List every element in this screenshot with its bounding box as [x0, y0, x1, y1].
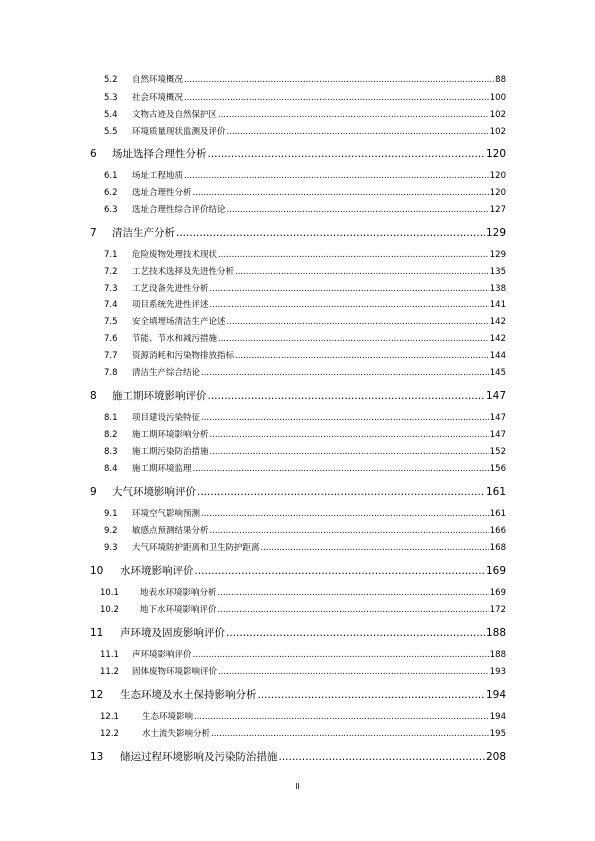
toc-chapter-page: 188	[485, 627, 506, 639]
toc-chapter-number: 9	[90, 486, 97, 498]
dot-leader	[184, 93, 489, 103]
toc-entry-number: 9.3	[104, 543, 118, 553]
toc-entry[interactable]	[104, 298, 506, 310]
toc-chapter-title: 水环境影响评价	[120, 565, 194, 577]
toc-entry-page: 166	[489, 526, 506, 536]
toc-chapter[interactable]	[90, 563, 506, 578]
dot-leader	[210, 526, 489, 536]
toc-entry[interactable]	[104, 445, 506, 457]
toc-entry-title: 清洁生产综合结论	[132, 368, 201, 378]
toc-entry-page: 156	[489, 464, 506, 474]
dot-leader	[235, 267, 489, 277]
toc-entry[interactable]	[104, 248, 506, 260]
toc-entry-number: 6.1	[104, 171, 118, 181]
toc-entry-number: 7.7	[104, 351, 118, 361]
dot-leader	[184, 75, 494, 85]
dot-leader	[201, 509, 489, 519]
toc-chapter-page: 161	[485, 486, 506, 498]
dot-leader	[261, 543, 489, 553]
dot-leader	[218, 250, 489, 260]
toc-entry-page: 194	[489, 712, 506, 722]
dot-leader	[227, 317, 489, 327]
toc-entry-page: 169	[489, 588, 506, 598]
toc-entry[interactable]	[104, 282, 506, 294]
toc-entry-page: 138	[489, 284, 506, 294]
toc-entry-number: 8.3	[104, 447, 118, 457]
toc-entry-number: 8.1	[104, 413, 118, 423]
toc-entry-page: 147	[489, 430, 506, 440]
toc-entry-page: 120	[489, 188, 506, 198]
toc-entry[interactable]	[100, 710, 506, 722]
toc-entry[interactable]	[104, 541, 506, 553]
dot-leader	[210, 447, 489, 457]
toc-entry-number: 5.5	[104, 127, 118, 137]
toc-entry-title: 地表水环境影响分析	[140, 588, 217, 598]
toc-entry-title: 选址合理性分析	[132, 188, 192, 198]
toc-entry[interactable]	[100, 586, 506, 598]
dot-leader	[210, 284, 489, 294]
toc-entry-page: 102	[489, 127, 506, 137]
toc-entry-number: 7.3	[104, 284, 118, 294]
toc-entry[interactable]	[104, 462, 506, 474]
toc-entry-title: 安全填埋场清洁生产论述	[132, 317, 226, 327]
dot-leader	[184, 171, 489, 181]
toc-entry-title: 敏感点预测结果分析	[132, 526, 209, 536]
toc-entry-number: 12.1	[100, 712, 119, 722]
toc-entry[interactable]	[100, 727, 506, 739]
toc-entry-page: 129	[489, 250, 506, 260]
toc-chapter-page: 120	[485, 148, 506, 160]
dot-leader	[218, 667, 489, 677]
dot-leader	[201, 368, 489, 378]
toc-entry-page: 172	[489, 605, 506, 615]
toc-entry-page: 193	[489, 667, 506, 677]
toc-chapter-number: 7	[90, 227, 97, 239]
toc-entry-number: 10.1	[100, 588, 119, 598]
toc-entry-title: 施工期环境影响分析	[132, 430, 209, 440]
dot-leader	[210, 430, 489, 440]
toc-entry[interactable]	[104, 507, 506, 519]
toc-entry-number: 9.1	[104, 509, 118, 519]
toc-entry-title: 生态环境影响	[142, 712, 194, 722]
toc-entry[interactable]	[104, 366, 506, 378]
dot-leader	[194, 712, 489, 722]
toc-chapter-page: 129	[485, 227, 506, 239]
toc-entry-page: 188	[489, 650, 506, 660]
toc-entry-page: 161	[489, 509, 506, 519]
toc-chapter-number: 13	[90, 751, 104, 763]
toc-entry-number: 7.5	[104, 317, 118, 327]
toc-chapter-title: 场址选择合理性分析	[112, 148, 207, 160]
toc-entry-title: 节能、节水和减污措施	[132, 334, 218, 344]
dot-leader	[227, 127, 489, 137]
toc-entry-number: 5.4	[104, 110, 118, 120]
toc-entry-title: 工艺技术选择及先进性分析	[132, 267, 235, 277]
toc-chapter-page: 208	[485, 751, 506, 763]
dot-leader	[195, 565, 485, 577]
toc-entry-page: 144	[489, 351, 506, 361]
toc-entry[interactable]	[104, 428, 506, 440]
toc-entry-number: 7.1	[104, 250, 118, 260]
toc-chapter-number: 12	[90, 689, 104, 701]
toc-entry-page: 88	[495, 75, 506, 85]
toc-entry[interactable]	[100, 665, 506, 677]
toc-chapter-title: 大气环境影响评价	[112, 486, 196, 498]
dot-leader	[208, 390, 485, 402]
toc-entry-title: 环境质量现状监测及评价	[132, 127, 226, 137]
toc-chapter-number: 10	[90, 565, 104, 577]
toc-entry-number: 11.2	[100, 667, 119, 677]
toc-entry-title: 声环境影响评价	[132, 650, 192, 660]
dot-leader	[258, 689, 485, 701]
dot-leader	[201, 413, 489, 423]
toc-entry[interactable]	[104, 315, 506, 327]
toc-entry-page: 168	[489, 543, 506, 553]
dot-leader	[218, 588, 489, 598]
toc-entry[interactable]	[104, 73, 506, 85]
toc-entry[interactable]	[100, 603, 506, 615]
toc-entry-title: 社会环境概况	[132, 93, 184, 103]
dot-leader	[193, 464, 489, 474]
toc-entry-number: 8.2	[104, 430, 118, 440]
toc-entry-title: 大气环境防护距离和卫生防护距离	[132, 543, 260, 553]
toc-entry-number: 10.2	[100, 605, 119, 615]
toc-chapter-title: 储运过程环境影响及污染防治措施	[120, 751, 278, 763]
dot-leader	[176, 227, 485, 239]
toc-entry-number: 11.1	[100, 650, 119, 660]
toc-entry[interactable]	[104, 265, 506, 277]
toc-entry-number: 6.2	[104, 188, 118, 198]
toc-entry-number: 7.8	[104, 368, 118, 378]
toc-entry[interactable]	[104, 108, 506, 120]
toc-chapter-title: 清洁生产分析	[112, 227, 175, 239]
dot-leader	[218, 605, 489, 615]
dot-leader	[197, 486, 485, 498]
toc-chapter-page: 169	[485, 565, 506, 577]
toc-entry[interactable]	[104, 91, 506, 103]
toc-chapter[interactable]	[90, 225, 506, 240]
toc-entry-title: 项目系统先进性评述	[132, 300, 209, 310]
toc-chapter[interactable]	[90, 388, 506, 403]
toc-entry[interactable]	[104, 169, 506, 181]
toc-entry[interactable]	[104, 411, 506, 423]
toc-entry-page: 147	[489, 413, 506, 423]
toc-entry-title: 固体废物环境影响评价	[132, 667, 218, 677]
toc-entry-number: 5.3	[104, 93, 118, 103]
toc-entry[interactable]	[104, 349, 506, 361]
toc-entry-number: 8.4	[104, 464, 118, 474]
toc-chapter-number: 6	[90, 148, 97, 160]
toc-entry-number: 5.2	[104, 75, 118, 85]
toc-entry-page: 102	[489, 110, 506, 120]
toc-entry-title: 场址工程地质	[132, 171, 184, 181]
toc-entry-page: 127	[489, 205, 506, 215]
toc-entry-page: 141	[489, 300, 506, 310]
toc-chapter-page: 147	[485, 390, 506, 402]
toc-entry-page: 152	[489, 447, 506, 457]
toc-entry-title: 环境空气影响预测	[132, 509, 201, 519]
toc-entry-page: 195	[489, 729, 506, 739]
toc-chapter-number: 11	[90, 627, 104, 639]
toc-entry-title: 施工期环境监理	[132, 464, 192, 474]
toc-entry-number: 12.2	[100, 729, 119, 739]
toc-entry-page: 135	[489, 267, 506, 277]
toc-chapter-title: 生态环境及水土保持影响分析	[120, 689, 257, 701]
dot-leader	[218, 110, 489, 120]
toc-entry-title: 选址合理性综合评价结论	[132, 205, 226, 215]
toc-chapter[interactable]	[90, 687, 506, 702]
toc-chapter-number: 8	[90, 390, 97, 402]
toc-entry-number: 7.4	[104, 300, 118, 310]
toc-entry-number: 6.3	[104, 205, 118, 215]
toc-entry-number: 7.2	[104, 267, 118, 277]
toc-chapter[interactable]	[90, 146, 506, 161]
dot-leader	[226, 627, 485, 639]
toc-entry-title: 项目建设污染特征	[132, 413, 201, 423]
toc-entry-number: 9.2	[104, 526, 118, 536]
dot-leader	[227, 205, 489, 215]
toc-entry-page: 142	[489, 317, 506, 327]
toc-entry-page: 120	[489, 171, 506, 181]
toc-chapter[interactable]	[90, 749, 506, 764]
dot-leader	[193, 650, 489, 660]
toc-entry-title: 资源消耗和污染物排放指标	[132, 351, 235, 361]
toc-entry-title: 水土流失影响分析	[142, 729, 211, 739]
toc-chapter-title: 施工期环境影响评价	[112, 390, 207, 402]
toc-chapter-page: 194	[485, 689, 506, 701]
dot-leader	[279, 751, 485, 763]
toc-entry[interactable]	[104, 125, 506, 137]
dot-leader	[235, 351, 489, 361]
dot-leader	[193, 188, 489, 198]
toc-entry-title: 自然环境概况	[132, 75, 184, 85]
toc-entry[interactable]	[104, 186, 506, 198]
toc-chapter[interactable]	[90, 484, 506, 499]
page-number: II	[295, 782, 300, 791]
dot-leader	[211, 729, 489, 739]
toc-entry[interactable]	[104, 332, 506, 344]
toc-chapter-title: 声环境及固废影响评价	[120, 627, 225, 639]
dot-leader	[218, 334, 489, 344]
toc-entry-title: 地下水环境影响评价	[140, 605, 217, 615]
dot-leader	[208, 148, 485, 160]
toc-entry-page: 145	[489, 368, 506, 378]
toc-entry[interactable]	[100, 648, 506, 660]
toc-entry-page: 100	[489, 93, 506, 103]
toc-chapter[interactable]	[90, 625, 506, 640]
toc-entry-number: 7.6	[104, 334, 118, 344]
toc-entry-title: 工艺设备先进性分析	[132, 284, 209, 294]
toc-entry-page: 142	[489, 334, 506, 344]
toc-entry[interactable]	[104, 203, 506, 215]
toc-entry-title: 危险废物处理技术现状	[132, 250, 218, 260]
dot-leader	[210, 300, 489, 310]
toc-entry-title: 施工期污染防治措施	[132, 447, 209, 457]
toc-entry[interactable]	[104, 524, 506, 536]
toc-entry-title: 文物古迹及自然保护区	[132, 110, 218, 120]
